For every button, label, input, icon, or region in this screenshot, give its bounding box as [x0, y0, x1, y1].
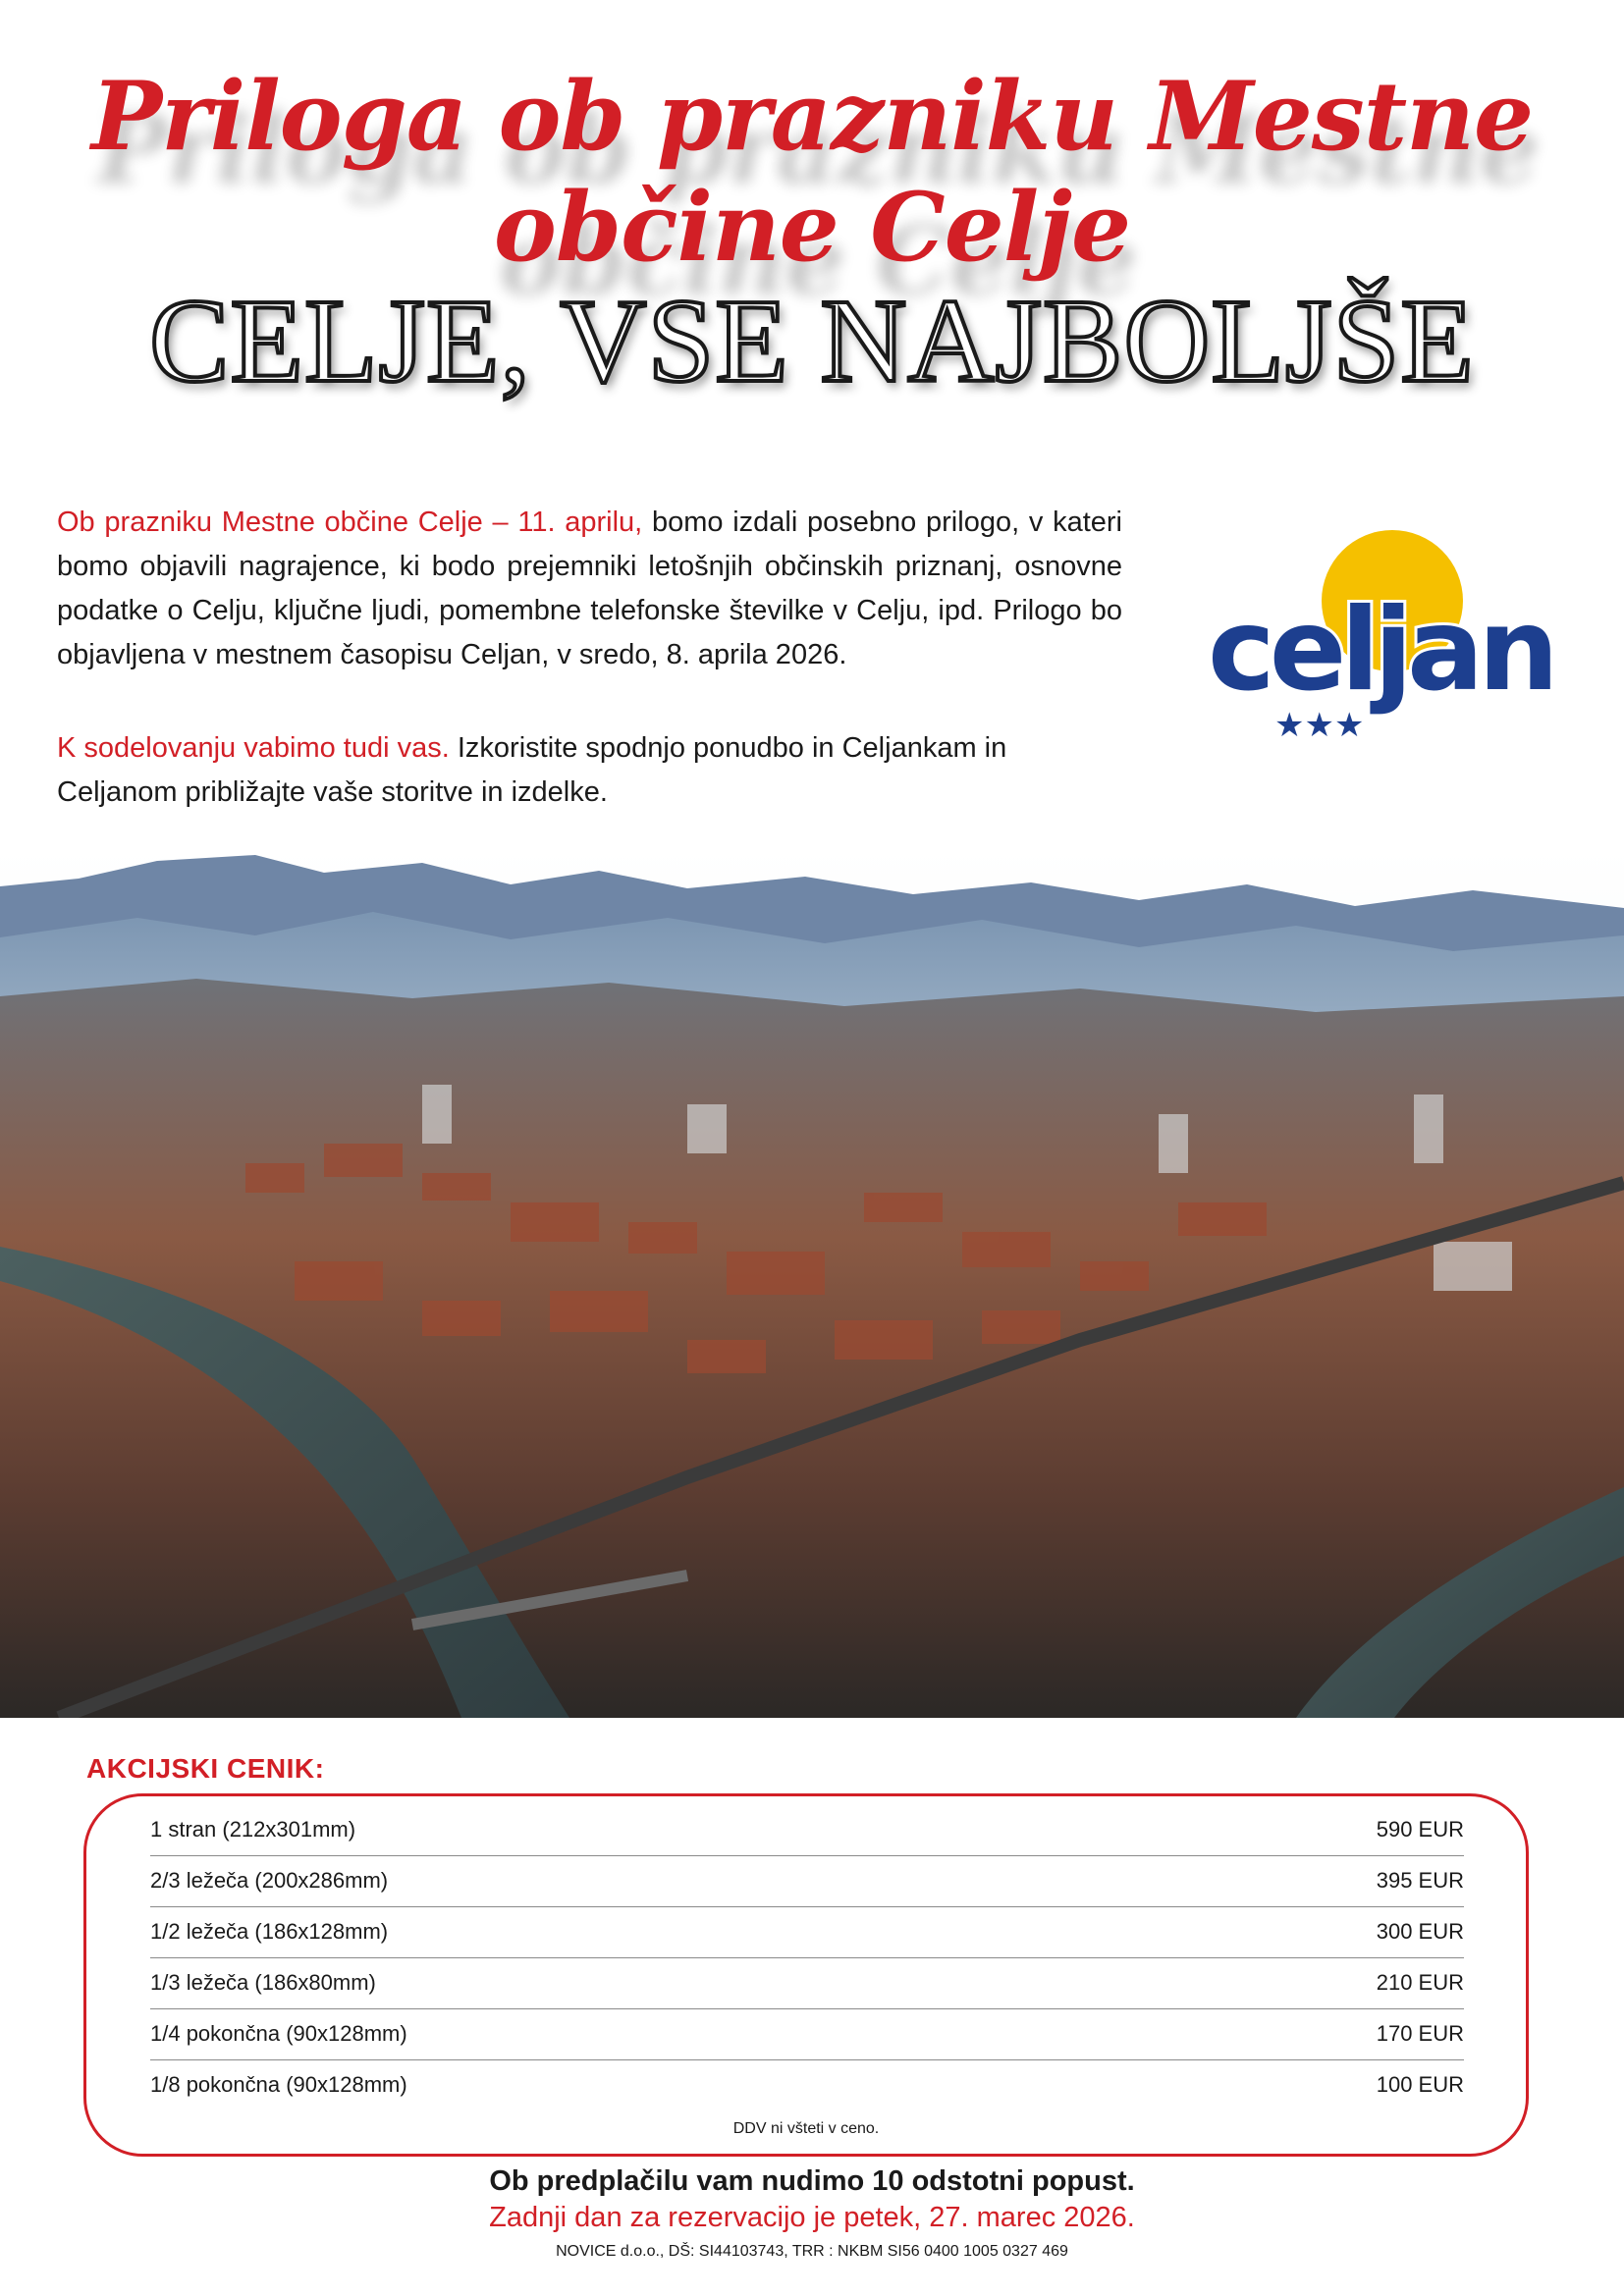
price-item-value: 210 EUR	[1376, 1970, 1464, 1995]
intro-text	[57, 501, 1122, 815]
price-row	[150, 1906, 1464, 1958]
price-row	[150, 1957, 1464, 2009]
logo-stars: ★★★	[1274, 706, 1365, 745]
intro-highlight-1: Ob prazniku Mestne občine Celje – 11. aprilu,	[57, 507, 643, 538]
intro-body-2: Izkoristite spodnjo ponudbo in Celjankam in Celjanom približajte vaše storitve in izdelke.	[57, 732, 1007, 808]
price-row	[150, 1855, 1464, 1907]
aerial-city-photo	[0, 849, 1624, 1718]
deadline-note: Zadnji dan za rezervacijo je petek, 27. marec 2026.	[489, 2202, 1135, 2233]
price-item-value: 170 EUR	[1376, 2021, 1464, 2046]
intro-paragraph-2	[57, 726, 1122, 815]
supplement-title: Priloga ob prazniku Mestne občine Celje	[90, 61, 1534, 283]
price-item-name: 1/2 ležeča (186x128mm)	[150, 1919, 389, 1944]
price-item-name: 1/8 pokončna (90x128mm)	[150, 2072, 407, 2097]
price-item-value: 395 EUR	[1376, 1868, 1464, 1893]
celjan-logo-graphic	[1196, 520, 1569, 746]
price-item-value: 590 EUR	[1376, 1817, 1464, 1842]
discount-note: Ob predplačilu vam nudimo 10 odstotni popust.	[489, 2165, 1135, 2197]
intro-body-1: bomo izdali posebno prilogo, v kateri bomo objavili nagrajence, ki bodo prejemniki letošnjih občinskih priznanj, osnovne podatke o Celju, ključne ljudi, pomembne telefonske številke v Celju, ipd. Prilogo bo objavljena v mestnem časopisu Celjan, v sredo, 8. aprila 2026.	[57, 507, 1122, 670]
price-item-name: 1 stran (212x301mm)	[150, 1817, 356, 1842]
logo-wordmark: celjan	[1208, 584, 1553, 717]
price-item-value: 100 EUR	[1376, 2072, 1464, 2097]
price-list-box	[83, 1793, 1529, 2157]
company-info: NOVICE d.o.o., DŠ: SI44103743, TRR : NKBM SI56 0400 1005 0327 469	[556, 2243, 1068, 2260]
price-item-value: 300 EUR	[1376, 1919, 1464, 1944]
price-item-name: 2/3 ležeča (200x286mm)	[150, 1868, 389, 1893]
price-row	[150, 2008, 1464, 2060]
price-list-label: AKCIJSKI CENIK:	[86, 1753, 325, 1784]
celjan-logo	[1196, 520, 1569, 746]
vat-note: DDV ni všteti v ceno.	[732, 2120, 880, 2137]
price-item-name: 1/3 ležeča (186x80mm)	[150, 1970, 376, 1995]
price-item-name: 1/4 pokončna (90x128mm)	[150, 2021, 407, 2046]
price-row	[150, 1804, 1464, 1856]
intro-paragraph-1	[57, 501, 1122, 677]
intro-highlight-2: K sodelovanju vabimo tudi vas.	[57, 732, 450, 764]
page-title: CELJE, VSE NAJBOLJŠE	[149, 275, 1475, 407]
price-row	[150, 2059, 1464, 2110]
